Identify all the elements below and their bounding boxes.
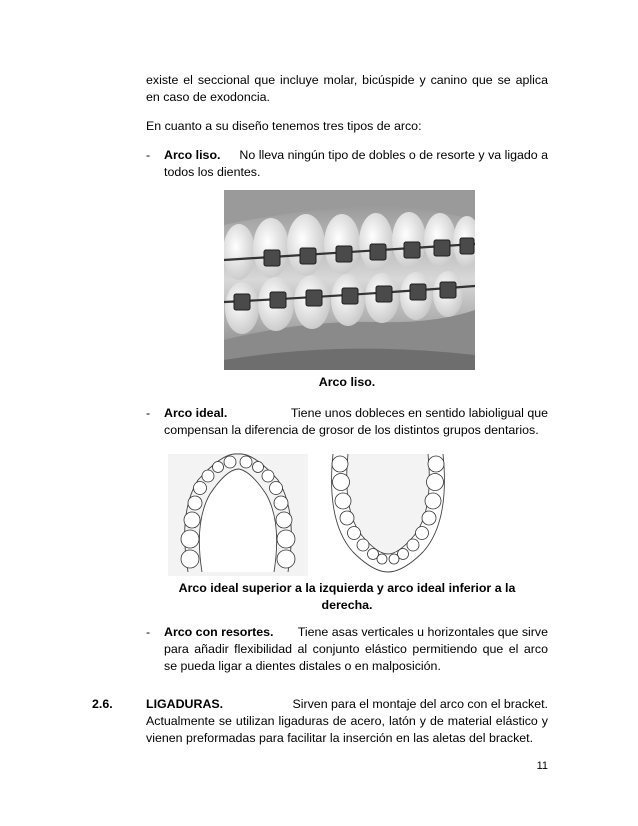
section-line3: vienen preformadas para facilitar la inserción en las aletas del bracket. bbox=[146, 731, 534, 745]
braces-photo-graphic bbox=[224, 190, 475, 370]
item-arco-resortes-line2: para añadir flexibilidad al conjunto elástico permitiendo que el arco bbox=[164, 642, 548, 656]
item-arco-liso-line1 bbox=[164, 147, 548, 164]
section-number: 2.6. bbox=[92, 697, 113, 711]
item-arco-resortes-line3: se pueda ligar a dientes distales o en malposición. bbox=[164, 659, 441, 673]
item-term: Arco liso. bbox=[164, 148, 221, 162]
item-arco-liso-line2: todos los dientes. bbox=[164, 165, 261, 179]
intro-line-2: en caso de exodoncia. bbox=[146, 90, 270, 104]
section-text: Sirven para el montaje del arco con el bracket. bbox=[292, 697, 548, 711]
caption-arco-liso: Arco liso. bbox=[318, 375, 376, 389]
item-dash: - bbox=[146, 406, 151, 420]
caption-arco-ideal-line2: derecha. bbox=[321, 598, 373, 612]
item-text: No lleva ningún tipo de dobles o de resorte y va ligado a bbox=[239, 148, 548, 162]
item-text: Tiene asas verticales u horizontales que sirve bbox=[297, 625, 548, 639]
braces-photo bbox=[224, 190, 475, 370]
section-line1 bbox=[146, 696, 548, 713]
caption-arco-ideal-line1: Arco ideal superior a la izquierda y arco ideal inferior a la bbox=[178, 581, 516, 595]
item-arco-ideal-line1 bbox=[164, 405, 548, 422]
item-arco-resortes-line1 bbox=[164, 624, 548, 641]
section-title: LIGADURAS. bbox=[146, 697, 224, 711]
section-line2: Actualmente se utilizan ligaduras de acero, latón y de material elástico y bbox=[146, 714, 548, 728]
item-arco-ideal-line2: compensan la diferencia de grosor de los distintos grupos dentarios. bbox=[164, 423, 539, 437]
arch-diagrams-graphic bbox=[168, 452, 468, 577]
arch-diagrams bbox=[168, 452, 468, 577]
intro-line-1: existe el seccional que incluye molar, bicúspide y canino que se aplica bbox=[146, 73, 548, 87]
item-term: Arco con resortes. bbox=[164, 625, 274, 639]
item-text: Tiene unos dobleces en sentido labioligual que bbox=[290, 406, 548, 420]
item-dash: - bbox=[146, 625, 151, 639]
item-term: Arco ideal. bbox=[164, 406, 228, 420]
item-dash: - bbox=[146, 148, 151, 162]
page-number: 11 bbox=[536, 760, 548, 772]
design-intro: En cuanto a su diseño tenemos tres tipos de arco: bbox=[146, 119, 422, 133]
